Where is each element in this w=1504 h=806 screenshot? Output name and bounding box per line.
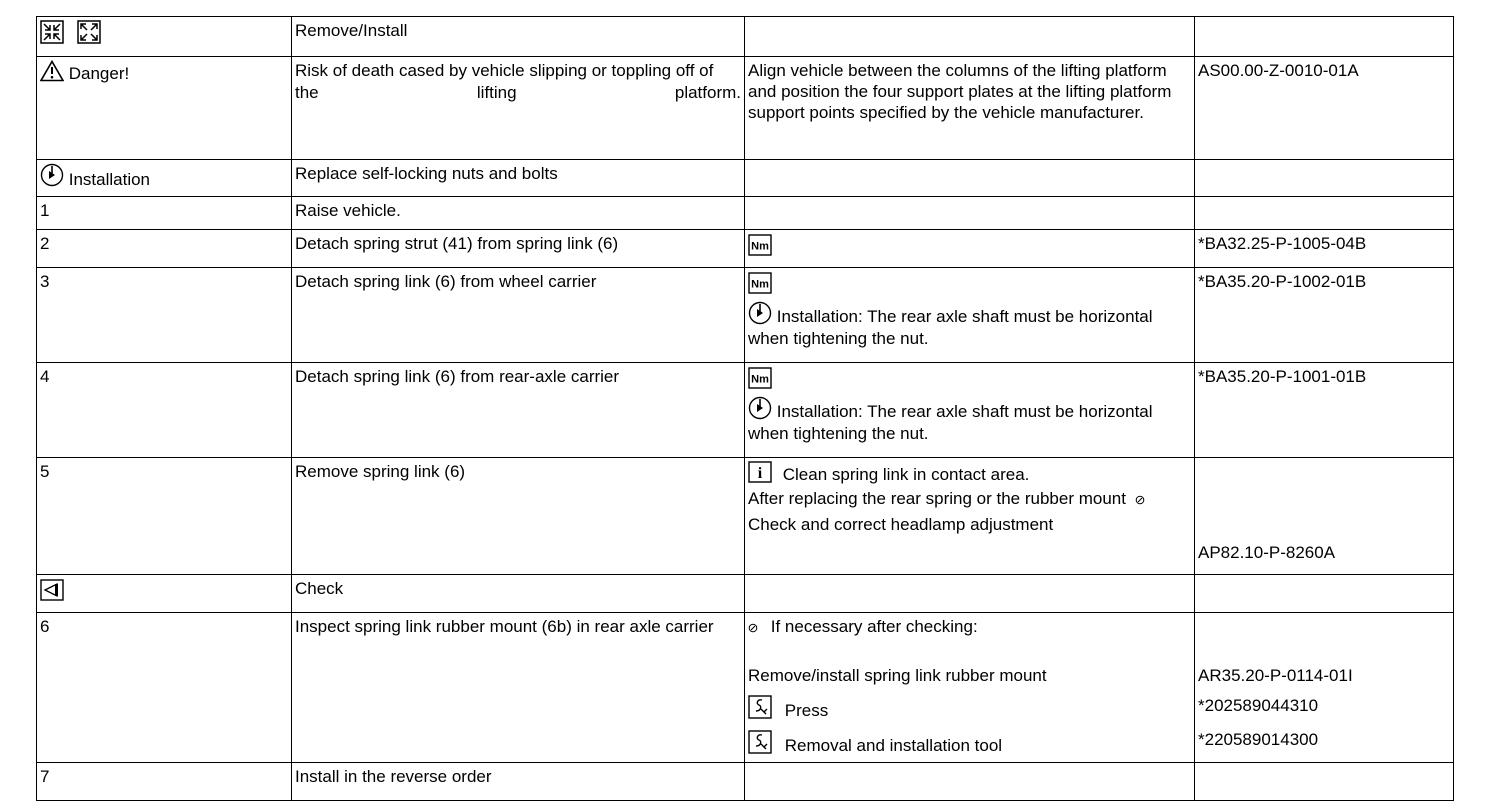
torque-nm-icon: [748, 234, 772, 256]
svg-text:Nm: Nm: [751, 278, 769, 291]
remove-install-mount-ref: AR35.20-P-0114-01I: [1198, 666, 1353, 685]
step-text: Remove spring link (6): [292, 458, 745, 575]
danger-row: [37, 57, 1454, 160]
installation-icon: [748, 301, 772, 325]
warning-icon: [40, 60, 64, 82]
danger-ref: AS00.00-Z-0010-01A: [1195, 57, 1454, 160]
step-number: 3: [37, 268, 292, 363]
after-replacing-text: After replacing the rear spring or the rubber mount: [748, 489, 1126, 508]
step-ref: *BA32.25-P-1005-04B: [1195, 230, 1454, 268]
table-row: [37, 613, 1454, 763]
install-icon: [77, 20, 101, 44]
table-row: [37, 197, 1454, 230]
tool-removal-ref: *220589014300: [1198, 730, 1319, 749]
special-tool-icon: [748, 730, 772, 754]
installation-icon: [40, 163, 64, 187]
special-tool-icon: [748, 695, 772, 719]
table-row: [37, 458, 1454, 575]
remove-install-mount-text: Remove/install spring link rubber mount: [748, 666, 1047, 685]
step-text: Detach spring link (6) from rear-axle carrier: [292, 363, 745, 458]
danger-measure: Align vehicle between the columns of the lifting platform and position the four support plates at the lifting platform support points specified by the vehicle manufacturer.: [748, 61, 1172, 122]
danger-risk: Risk of death cased by vehicle slipping or toppling off of the lifting platform.: [295, 61, 741, 102]
table-row: [37, 230, 1454, 268]
install-label: Installation:: [776, 306, 863, 326]
install-note: The rear axle shaft must be horizontal when tightening the nut.: [748, 306, 1153, 348]
step-number: 4: [37, 363, 292, 458]
installation-text: Replace self-locking nuts and bolts: [292, 160, 745, 197]
step-ref: *BA35.20-P-1001-01B: [1195, 363, 1454, 458]
step-number: 6: [37, 613, 292, 763]
step-ref: AP82.10-P-8260A: [1198, 543, 1336, 562]
header-row: [37, 17, 1454, 57]
step-text: Inspect spring link rubber mount (6b) in rear axle carrier: [295, 617, 714, 636]
step-ref: *BA35.20-P-1002-01B: [1195, 268, 1454, 363]
step-text: Detach spring strut (41) from spring link (6): [292, 230, 745, 268]
note-marker-icon: [1135, 495, 1145, 505]
header-action: Remove/Install: [292, 17, 745, 57]
note-marker-icon: [748, 623, 758, 633]
svg-text:Nm: Nm: [751, 373, 769, 386]
installation-icon: [748, 396, 772, 420]
tool-press-ref: *202589044310: [1198, 696, 1319, 715]
tool-press-text: Press: [784, 701, 829, 720]
step-number: 2: [37, 230, 292, 268]
svg-text:i: i: [757, 465, 763, 482]
step-text: Detach spring link (6) from wheel carrier: [292, 268, 745, 363]
table-row: [37, 363, 1454, 458]
table-row: [37, 763, 1454, 801]
danger-label: Danger!: [68, 64, 130, 83]
check-icon: [40, 579, 64, 601]
torque-nm-icon: [748, 272, 772, 294]
install-note: The rear axle shaft must be horizontal when tightening the nut.: [748, 401, 1153, 443]
step-number: 7: [37, 763, 292, 801]
table-row: [37, 268, 1454, 363]
info-text: Clean spring link in contact area.: [782, 465, 1030, 484]
check-label: Check: [292, 575, 745, 613]
installation-label: Installation: [68, 170, 151, 189]
step-number: 5: [37, 458, 292, 575]
installation-row: [37, 160, 1454, 197]
step-text: Raise vehicle.: [292, 197, 745, 230]
remove-install-icons: [37, 17, 292, 57]
info-icon: [748, 461, 772, 483]
torque-nm-icon: [748, 367, 772, 389]
step-number: 1: [37, 197, 292, 230]
check-headlamp-text: Check and correct headlamp adjustment: [748, 515, 1054, 534]
check-row: [37, 575, 1454, 613]
install-label: Installation:: [776, 401, 863, 421]
tool-removal-text: Removal and installation tool: [784, 736, 1003, 755]
svg-text:Nm: Nm: [751, 240, 769, 253]
remove-icon: [40, 20, 64, 44]
step-text: Install in the reverse order: [292, 763, 745, 801]
repair-procedure-table: [36, 16, 1454, 801]
if-necessary-text: If necessary after checking:: [770, 617, 978, 636]
